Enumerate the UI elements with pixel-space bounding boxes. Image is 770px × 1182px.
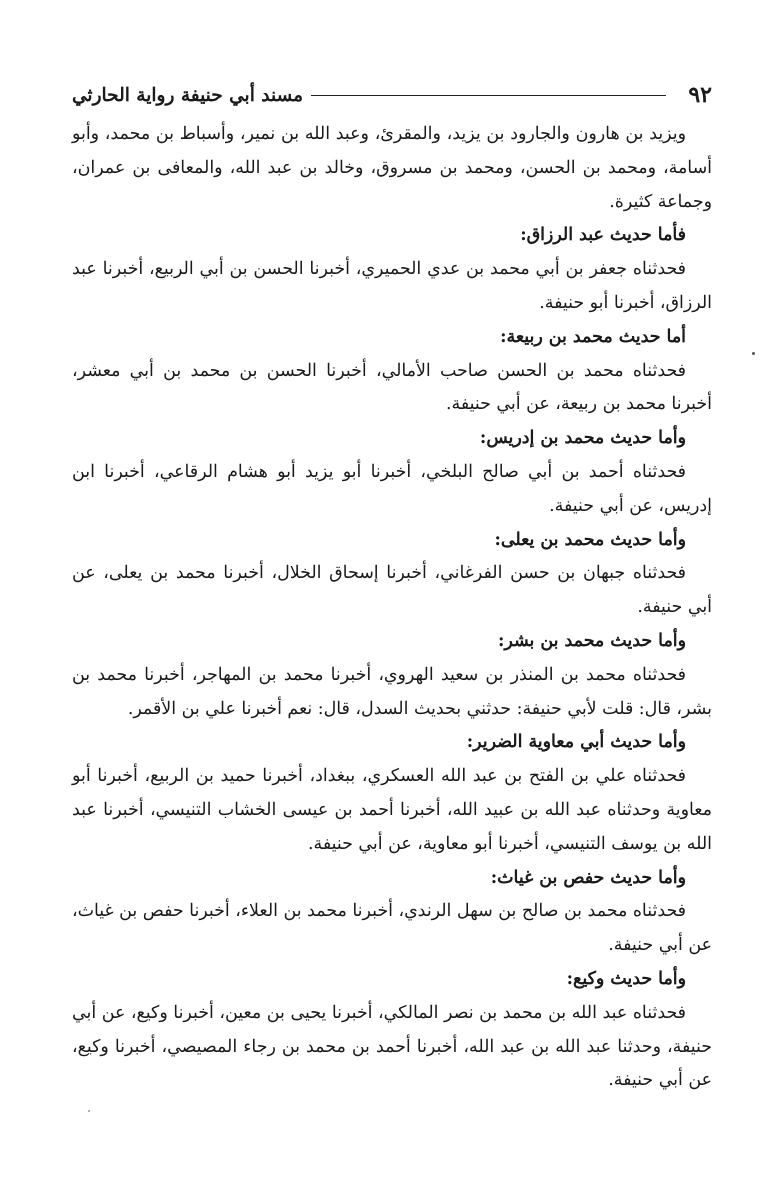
section-heading: وأما حديث وكيع: [566,968,686,989]
paragraph: ويزيد بن هارون والجارود بن يزيد، والمقرئ، وعبد الله بن نمير، وأسباط بن محمد، وأبو أسامة، ومحمد بن الحسن، ومحمد بن مسروق، وخالد بن عبد الله، والمعافى بن عمران، وجماعة كثيرة. [72,124,712,212]
section-heading: وأما حديث حفص بن غياث: [490,867,686,888]
margin-mark [752,352,755,355]
paragraph: فحدثناه علي بن الفتح بن عبد الله العسكري، ببغداد، أخبرنا حميد بن الربيع، أخبرنا أبو معاوية وحدثناه عبد الله بن عبيد الله، أخبرنا أحمد بن عيسى الخشاب التنيسي، أخبرنا عبد الله بن يوسف التنيسي، أخبرنا أبو معاوية، عن أبي حنيفة. [72,766,712,854]
header-rule [311,95,666,96]
section-heading: أما حديث محمد بن ربيعة: [500,326,686,347]
body-text [72,118,712,1098]
section-heading: وأما حديث محمد بن إدريس: [479,428,686,449]
paragraph: فحدثناه محمد بن الحسن صاحب الأمالي، أخبرنا الحسن بن محمد بن أبي معشر، أخبرنا محمد بن ربيعة، عن أبي حنيفة. [72,360,712,415]
margin-mark [88,1110,90,1112]
running-title: مسند أبي حنيفة رواية الحارثي [72,84,303,106]
section-heading: وأما حديث محمد بن يعلى: [494,529,686,550]
section-heading: فأما حديث عبد الرزاق: [520,225,686,246]
book-page [72,78,712,1098]
page-number: ٩٢ [688,82,712,108]
section-heading: وأما حديث أبي معاوية الضرير: [466,732,686,753]
section-heading: وأما حديث محمد بن بشر: [497,630,686,651]
paragraph: فحدثناه أحمد بن أبي صالح البلخي، أخبرنا أبو يزيد أبو هشام الرقاعي، أخبرنا ابن إدريس، عن أبي حنيفة. [72,461,712,516]
paragraph: فحدثناه محمد بن صالح بن سهل الرندي، أخبرنا محمد بن العلاء، أخبرنا حفص بن غياث، عن أبي حنيفة. [72,901,712,956]
paragraph: فحدثناه عبد الله بن محمد بن نصر المالكي، أخبرنا يحيى بن معين، أخبرنا وكيع، عن أبي حنيفة، وحدثنا عبد الله بن عبد الله، أخبرنا أحمد بن محمد بن رجاء المصيصي، أخبرنا وكيع، عن أبي حنيفة. [72,1002,712,1091]
paragraph: فحدثناه جبهان بن حسن الفرغاني، أخبرنا إسحاق الخلال، أخبرنا محمد بن يعلى، عن أبي حنيفة. [72,563,712,618]
paragraph: فحدثناه محمد بن المنذر بن سعيد الهروي، أخبرنا محمد بن المهاجر، أخبرنا محمد بن بشر، قال: قلت لأبي حنيفة: حدثني بحديث السدل، قال: نعم أخبرنا علي بن الأقمر. [72,664,712,719]
page-header [72,78,712,112]
paragraph: فحدثناه جعفر بن أبي محمد بن عدي الحميري، أخبرنا الحسن بن أبي الربيع، أخبرنا عبد الرزاق، أخبرنا أبو حنيفة. [72,259,712,313]
